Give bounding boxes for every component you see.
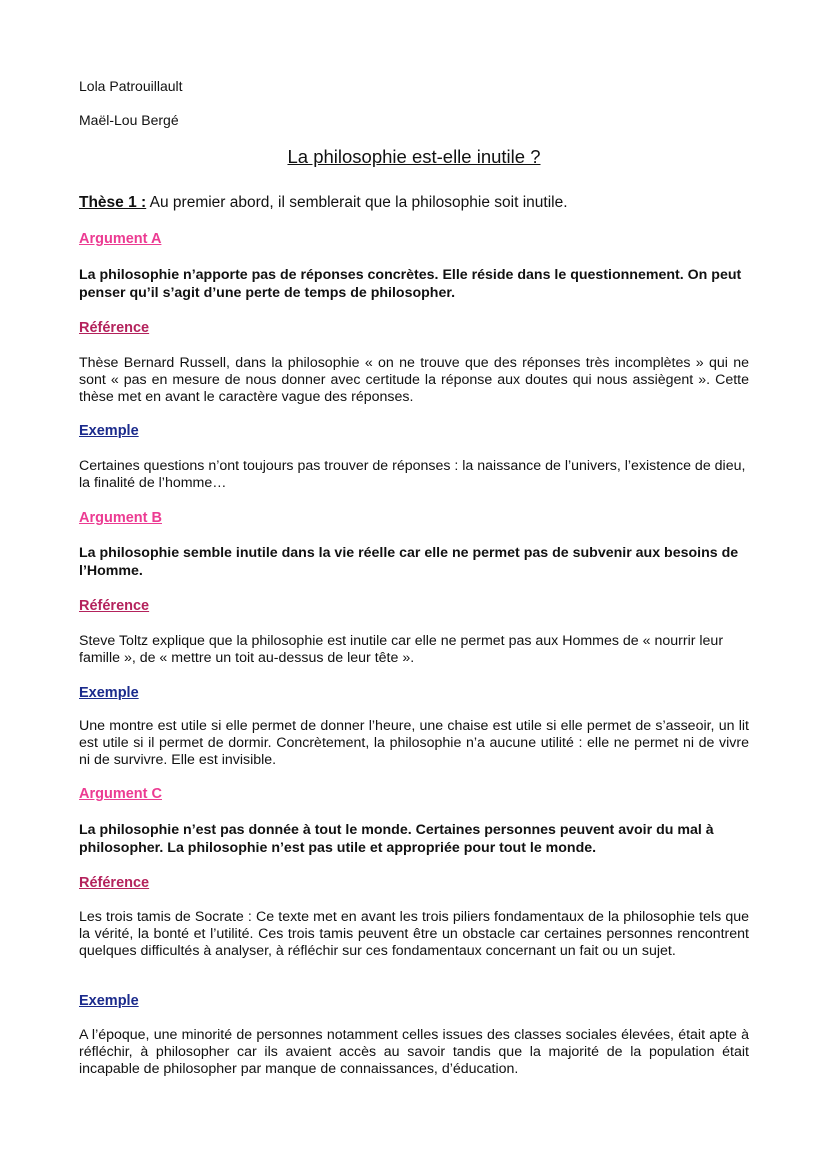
- thesis-text: Au premier abord, il semblerait que la philosophie soit inutile.: [146, 194, 568, 211]
- argument-claim: La philosophie n’est pas donnée à tout le monde. Certaines personnes peuvent avoir du mal à philosopher. La philosophie n’est pas utile et appropriée pour tout le monde.: [79, 822, 714, 856]
- reference-text: Thèse Bernard Russell, dans la philosophie « on ne trouve que des réponses très incomplètes » qui ne sont « pas en mesure de nous donner avec certitude la réponse aux doutes qui nous assiègent ». Cette thèse met en avant le caractère vague des réponses.: [79, 355, 749, 405]
- reference-heading: Référence: [79, 598, 150, 614]
- argument-heading: Argument B: [79, 510, 162, 526]
- reference-text: Les trois tamis de Socrate : Ce texte met en avant les trois piliers fondamentaux de la philosophie tels que la vérité, la bonté et l’utilité. Ces trois tamis peuvent être un obstacle car certaines personnes rencontrent quelques difficultés à analyser, à réfléchir sur ces fondamentaux concernant un fait ou un sujet.: [79, 909, 749, 959]
- reference-text: Steve Toltz explique que la philosophie est inutile car elle ne permet pas aux Hommes de « nourrir leur famille », de « mettre un toit au-dessus de leur tête ».: [79, 633, 724, 666]
- author-name: Maël-Lou Bergé: [79, 112, 179, 128]
- document-title: La philosophie est-elle inutile ?: [287, 146, 541, 167]
- argument-claim: La philosophie n’apporte pas de réponses concrètes. Elle réside dans le questionnement. On peut penser qu’il s’agit d’une perte de temps de philosopher.: [79, 267, 742, 301]
- thesis-label: Thèse 1 :: [79, 194, 147, 211]
- example-text: Une montre est utile si elle permet de donner l’heure, une chaise est utile si elle permet de s’asseoir, un lit est utile si il permet de dormir. Concrètement, la philosophie n’a aucune utilité : elle ne permet ni de vivre ni de survivre. Elle est invisible.: [79, 718, 749, 768]
- example-text: Certaines questions n’ont toujours pas trouver de réponses : la naissance de l’univers, l’existence de dieu, la finalité de l’homme…: [79, 458, 746, 491]
- reference-heading: Référence: [79, 875, 150, 891]
- example-heading: Exemple: [79, 993, 139, 1009]
- example-heading: Exemple: [79, 685, 139, 701]
- author-name: Lola Patrouillault: [79, 78, 183, 94]
- argument-heading: Argument C: [79, 786, 162, 802]
- example-text: A l’époque, une minorité de personnes notamment celles issues des classes sociales élevées, était apte à réfléchir, à philosopher car ils avaient accès au savoir tandis que la majorité de la population était incapable de philosopher par manque de connaissances, d’éducation.: [79, 1027, 749, 1077]
- argument-claim: La philosophie semble inutile dans la vie réelle car elle ne permet pas de subvenir aux besoins de l’Homme.: [79, 545, 739, 579]
- reference-heading: Référence: [79, 320, 150, 336]
- argument-heading: Argument A: [79, 231, 162, 247]
- example-heading: Exemple: [79, 423, 139, 439]
- thesis-line: [79, 194, 749, 212]
